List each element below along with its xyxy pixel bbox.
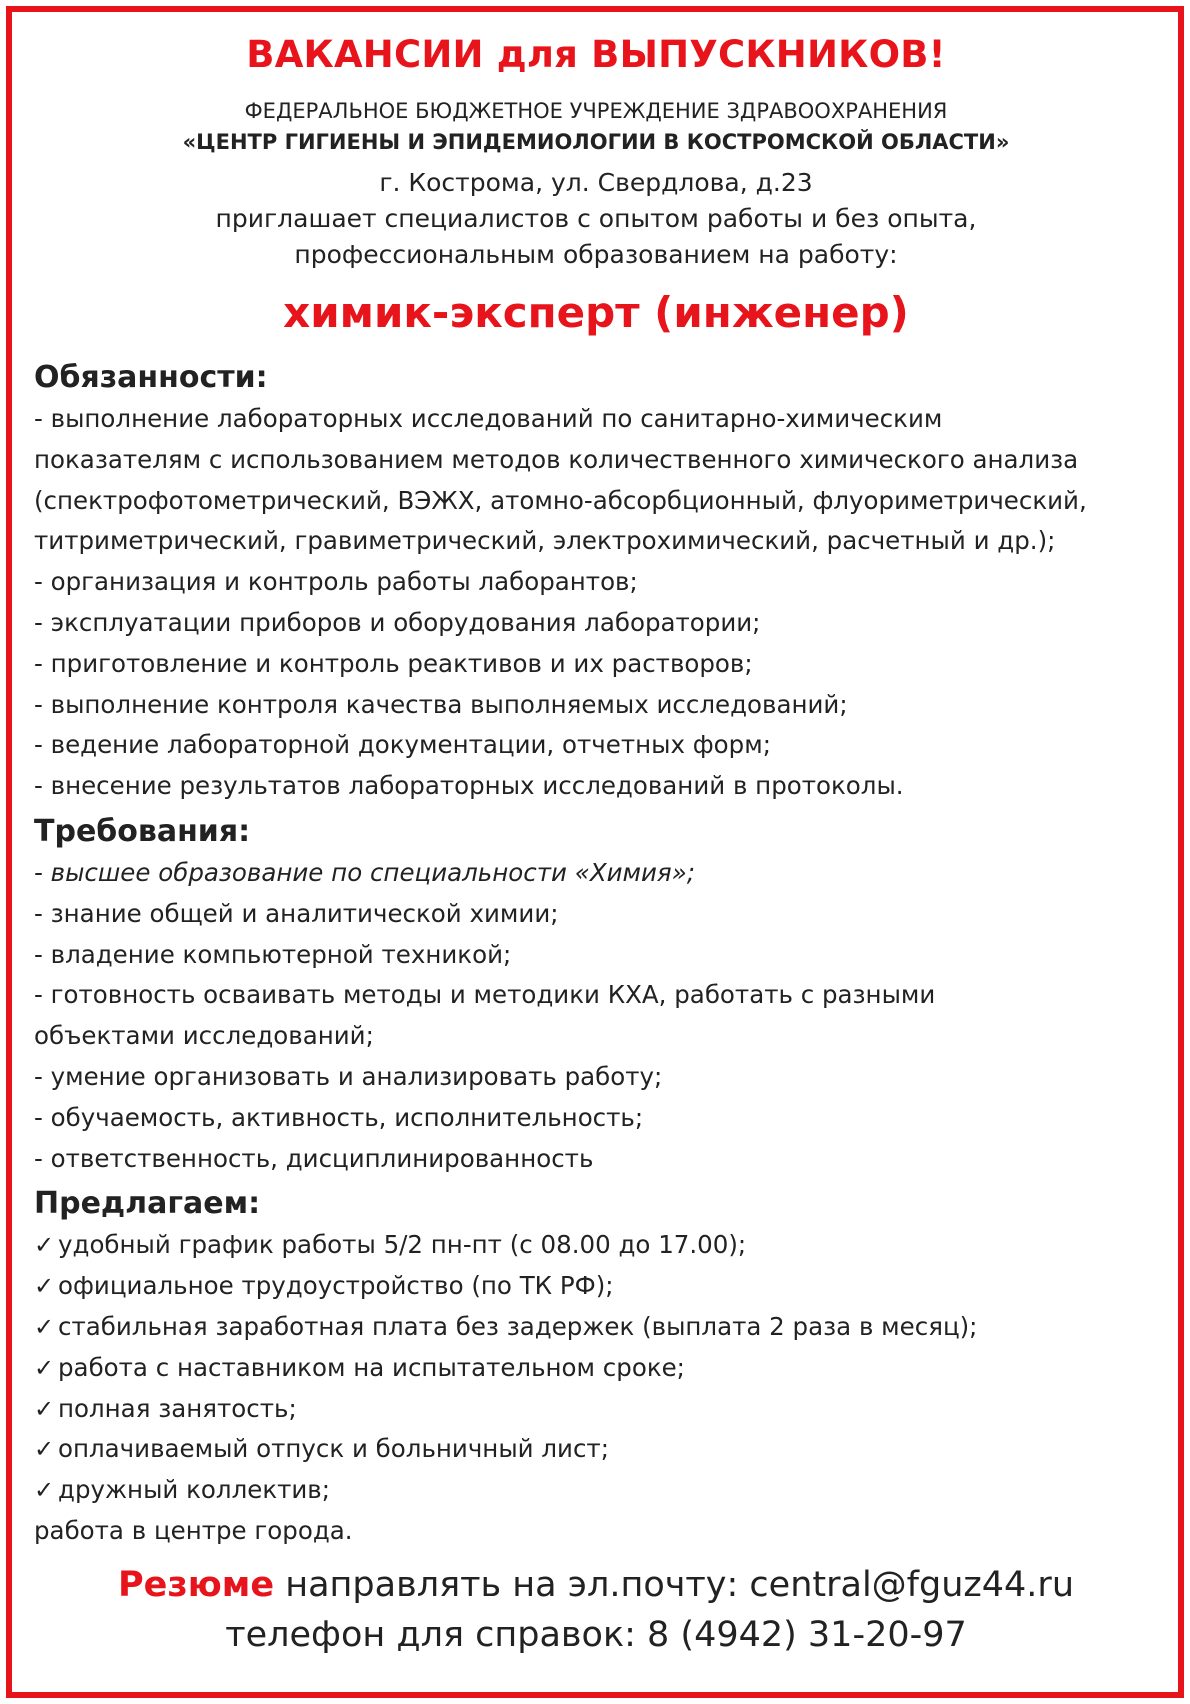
requirements-title: Требования: [34, 813, 251, 849]
list-item [34, 1348, 1164, 1389]
checkmark-icon: ✓ [34, 1394, 55, 1423]
invite-line-2: профессиональным образованием на работу: [294, 240, 898, 269]
checkmark-icon: ✓ [34, 1312, 55, 1341]
org-name: «ЦЕНТР ГИГИЕНЫ И ЭПИДЕМИОЛОГИИ В КОСТРОМСКОЙ ОБЛАСТИ» [182, 130, 1010, 154]
resume-word: Резюме [117, 1564, 275, 1605]
org-address: г. Кострома, ул. Свердлова, д.23 [379, 168, 813, 197]
offers-list [34, 1225, 1164, 1511]
resume-line [34, 1560, 1158, 1610]
list-item [34, 1429, 1164, 1470]
list-item: (спектрофотометрический, ВЭЖХ, атомно-абсорбционный, флуориметрический, [34, 485, 1087, 515]
list-item [34, 1225, 1164, 1266]
list-item: - высшее образование по специальности «Химия»; [34, 857, 696, 887]
list-item-text: стабильная заработная плата без задержек (выплата 2 раза в месяц); [58, 1311, 978, 1341]
list-item [34, 1470, 1164, 1511]
list-item [34, 1307, 1164, 1348]
list-item: - владение компьютерной техникой; [34, 939, 512, 969]
offers-extra: работа в центре города. [34, 1515, 353, 1545]
checkmark-icon: ✓ [34, 1272, 55, 1301]
list-item-text: дружный коллектив; [58, 1475, 331, 1505]
duties-list [34, 399, 1164, 807]
checkmark-icon: ✓ [34, 1476, 55, 1505]
list-item: - приготовление и контроль реактивов и их растворов; [34, 648, 753, 678]
list-item-text: удобный график работы 5/2 пн-пт (с 08.00 до 17.00); [58, 1230, 747, 1260]
list-item-text: полная занятость; [58, 1393, 297, 1423]
list-item-text: официальное трудоустройство (по ТК РФ); [58, 1271, 614, 1301]
phone-line: телефон для справок: 8 (4942) 31-20-97 [225, 1614, 967, 1655]
list-item: - эксплуатации приборов и оборудования лаборатории; [34, 607, 761, 637]
resume-email-text: направлять на эл.почту: central@fguz44.ru [274, 1564, 1075, 1605]
main-title: ВАКАНСИИ для ВЫПУСКНИКОВ! [246, 33, 946, 76]
list-item: - умение организовать и анализировать работу; [34, 1061, 663, 1091]
position-title: химик-эксперт (инженер) [283, 288, 909, 337]
vacancy-poster [34, 24, 1164, 1660]
list-item: - ответственность, дисциплинированность [34, 1143, 594, 1173]
list-item: - знание общей и аналитической химии; [34, 898, 559, 928]
list-item: - внесение результатов лабораторных исследований в протоколы. [34, 771, 904, 801]
list-item-text: оплачиваемый отпуск и больничный лист; [58, 1434, 609, 1464]
checkmark-icon: ✓ [34, 1353, 55, 1382]
org-type: ФЕДЕРАЛЬНОЕ БЮДЖЕТНОЕ УЧРЕЖДЕНИЕ ЗДРАВООХРАНЕНИЯ [244, 99, 948, 123]
list-item: - выполнение контроля качества выполняемых исследований; [34, 689, 848, 719]
list-item: показателям с использованием методов количественного химического анализа [34, 444, 1079, 474]
checkmark-icon: ✓ [34, 1231, 55, 1260]
list-item-text: работа с наставником на испытательном сроке; [58, 1352, 685, 1382]
list-item: - ведение лабораторной документации, отчетных форм; [34, 730, 771, 760]
list-item [34, 1266, 1164, 1307]
offers-title: Предлагаем: [34, 1186, 261, 1222]
requirements-list [34, 853, 1164, 1179]
list-item [34, 1389, 1164, 1430]
duties-title: Обязанности: [34, 360, 268, 395]
list-item: объектами исследований; [34, 1021, 374, 1051]
checkmark-icon: ✓ [34, 1435, 55, 1464]
list-item: титриметрический, гравиметрический, электрохимический, расчетный и др.); [34, 526, 1056, 556]
list-item: - организация и контроль работы лаборантов; [34, 567, 638, 597]
invite-line-1: приглашает специалистов с опытом работы и без опыта, [215, 204, 977, 233]
list-item: - выполнение лабораторных исследований по санитарно-химическим [34, 404, 943, 433]
list-item: - обучаемость, активность, исполнительность; [34, 1102, 644, 1132]
list-item: - готовность осваивать методы и методики КХА, работать с разными [34, 980, 936, 1010]
